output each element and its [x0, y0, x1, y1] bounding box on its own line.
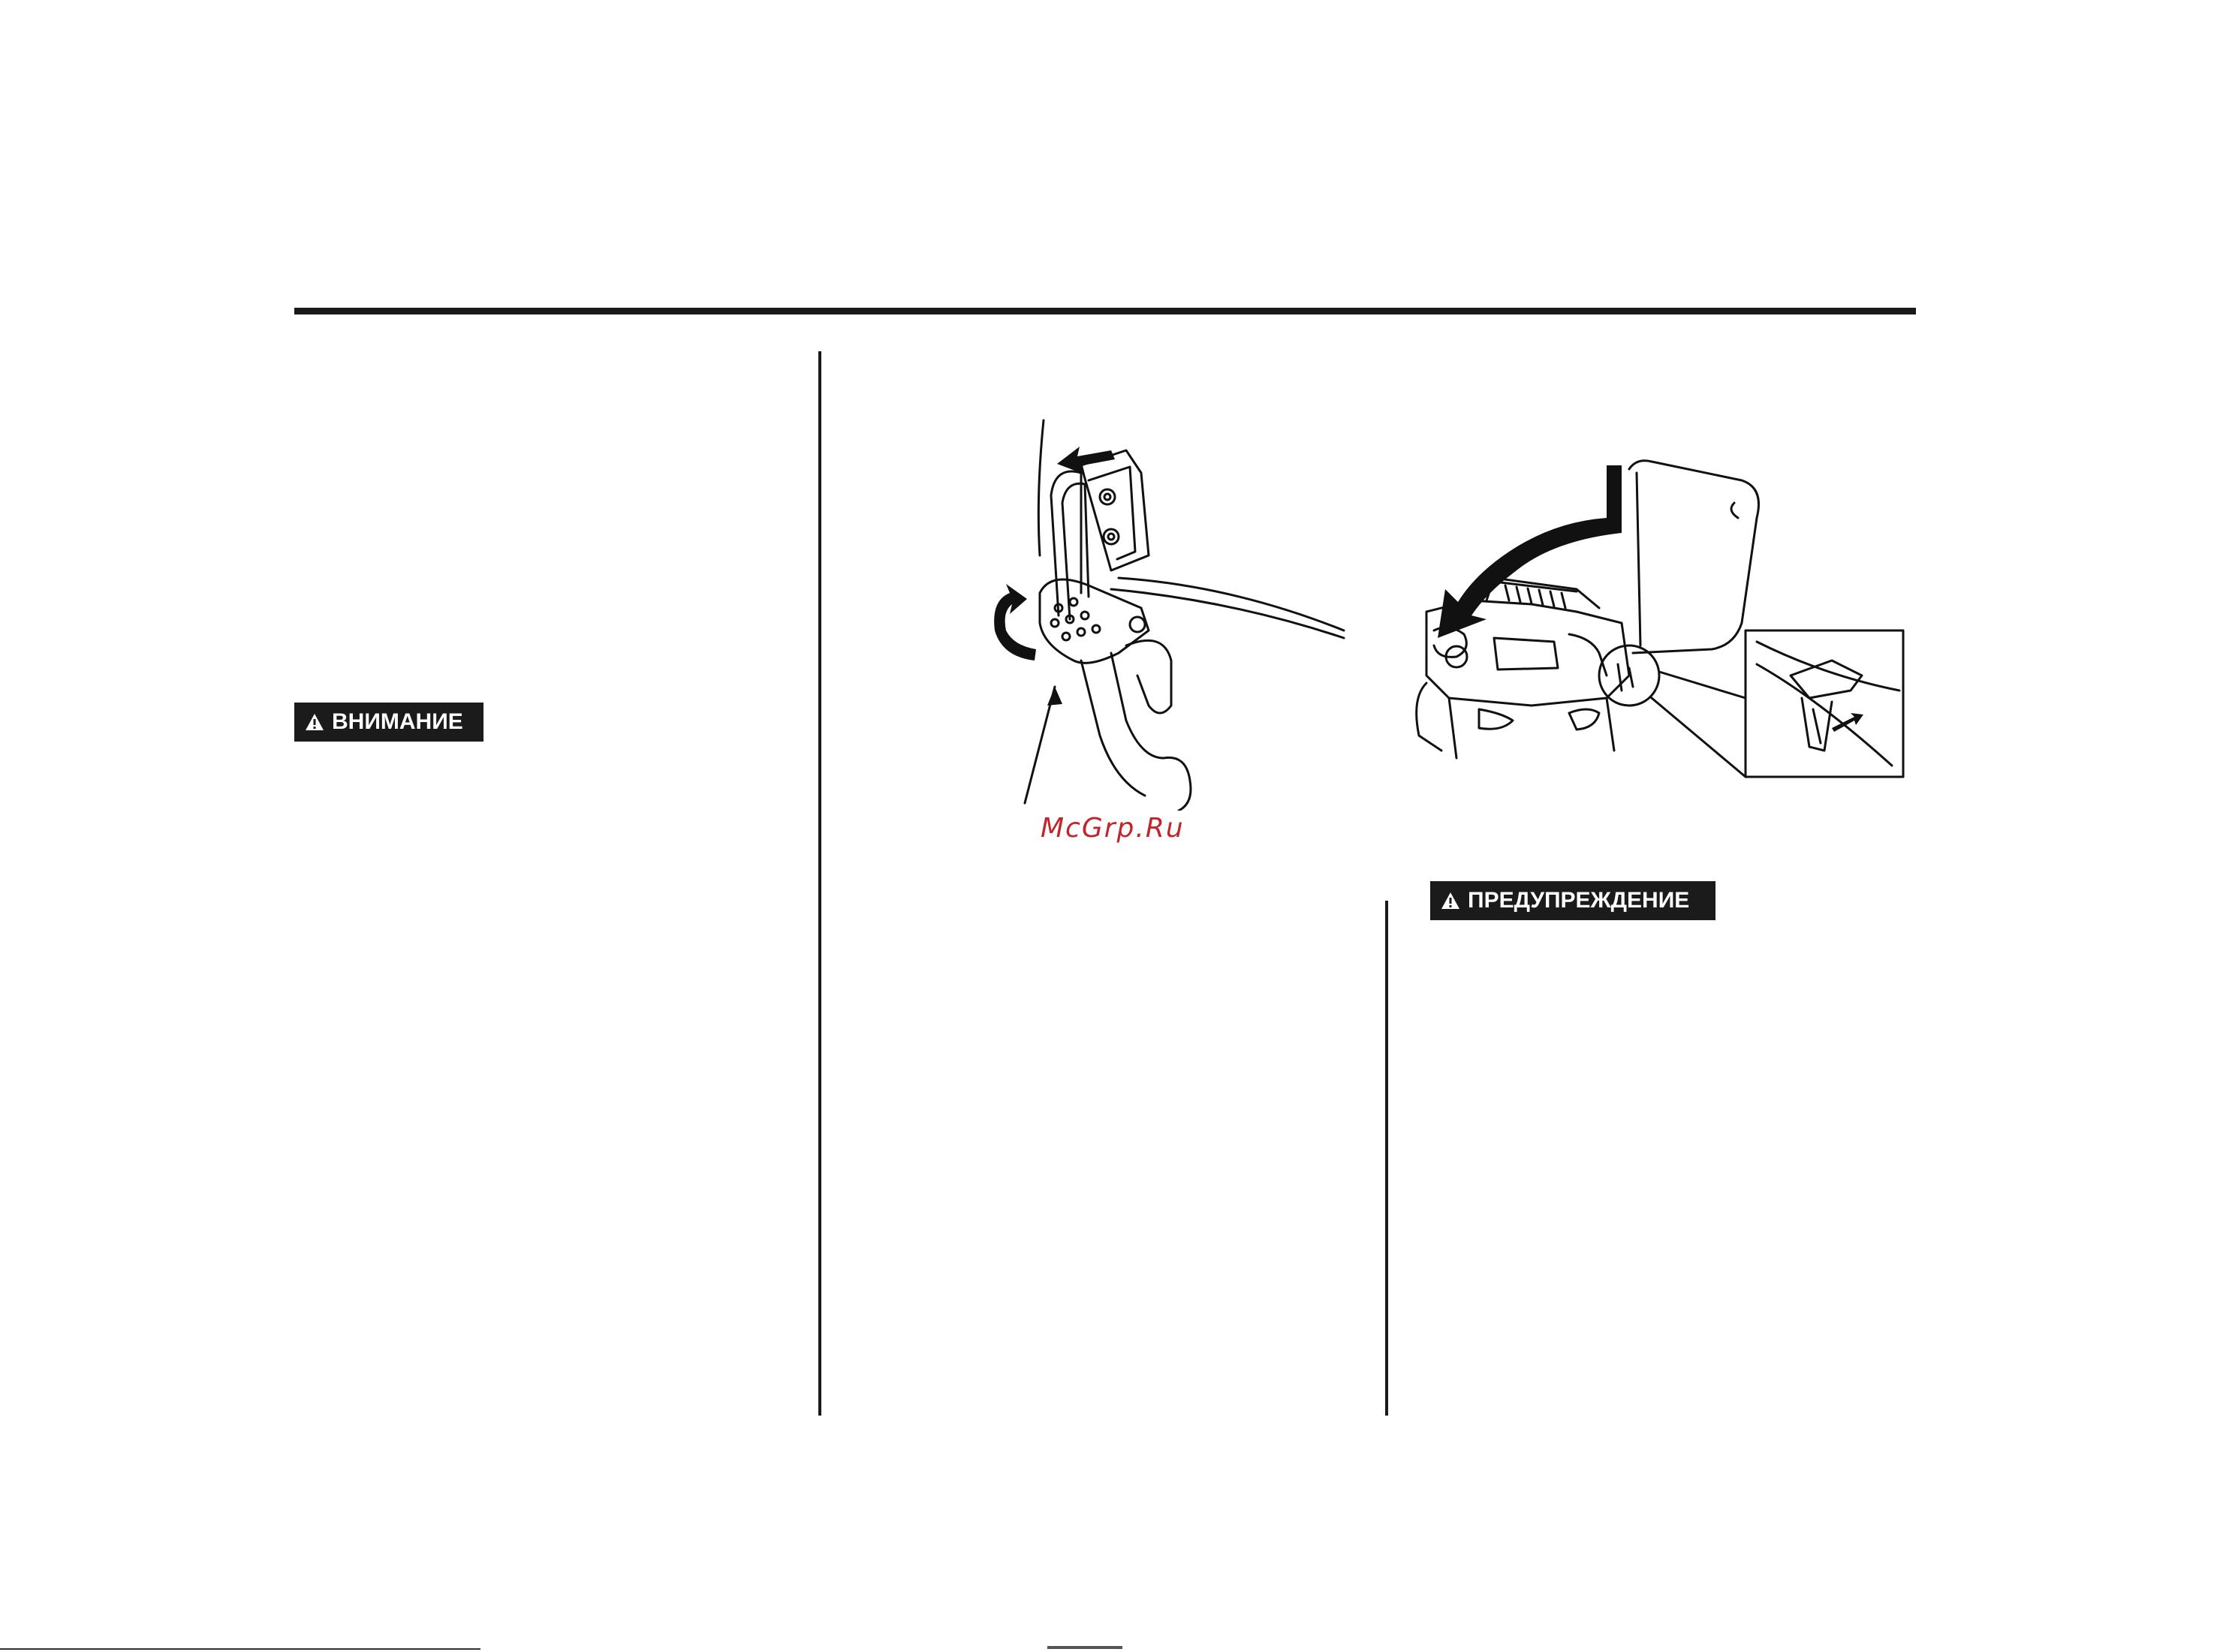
column-divider-right — [1385, 901, 1388, 1416]
caution-badge — [294, 703, 483, 742]
watermark: McGrp.Ru — [1041, 813, 1185, 844]
warning-label: ПРЕДУПРЕЖДЕНИЕ — [1468, 888, 1690, 913]
warning-triangle-icon — [305, 713, 324, 731]
latch-lever-illustration — [968, 405, 1359, 811]
top-rule — [294, 308, 1916, 314]
caution-label: ВНИМАНИЕ — [332, 709, 463, 734]
column-divider-left — [818, 351, 821, 1416]
footer-marks — [1047, 1646, 1122, 1649]
warning-badge — [1430, 881, 1715, 920]
engine-cover-illustration — [1381, 450, 1907, 788]
footer-rule — [0, 1648, 480, 1650]
warning-triangle-icon — [1441, 892, 1460, 910]
